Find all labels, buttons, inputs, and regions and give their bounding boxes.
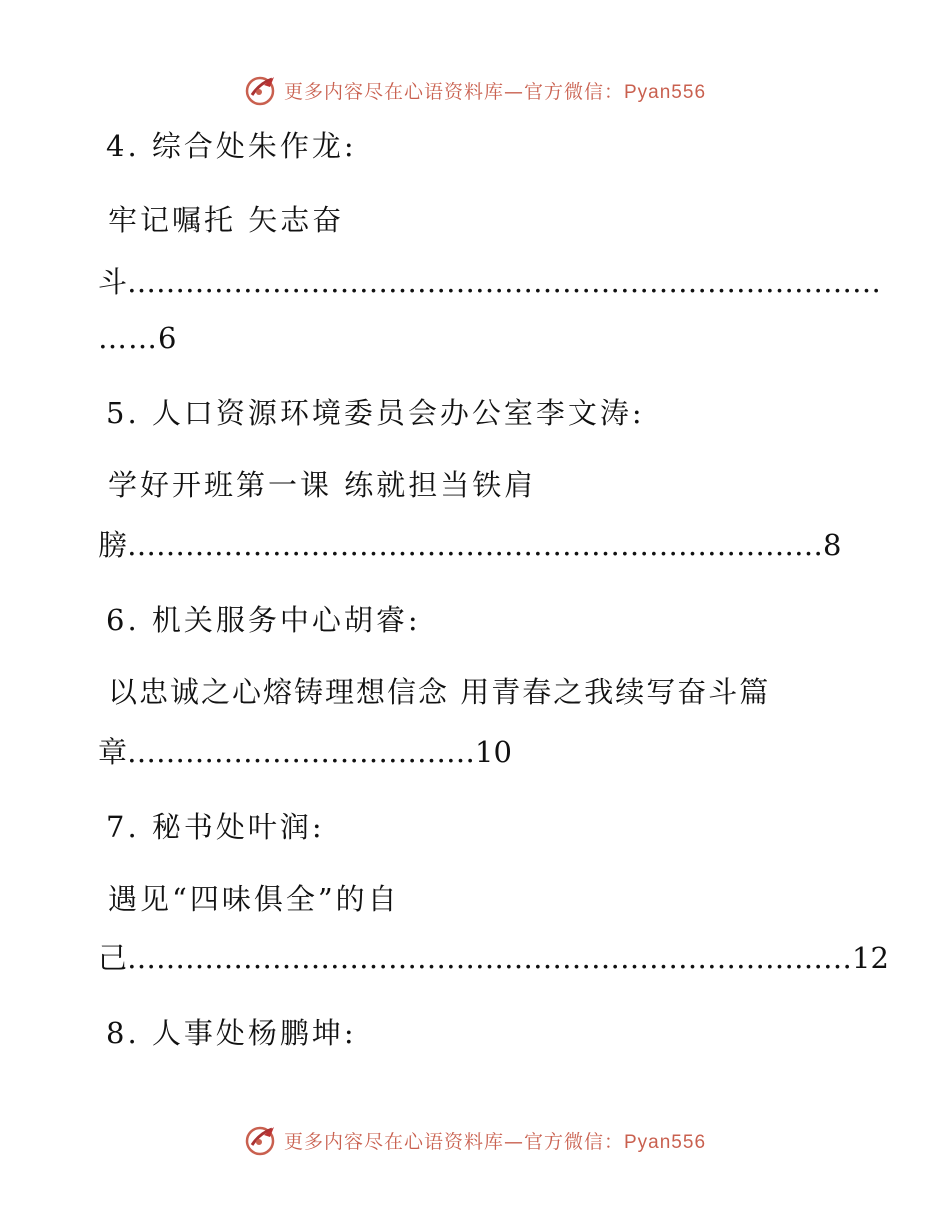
toc-item-7-leader: 己…………………………………………………………………12	[98, 941, 889, 975]
toc-item-5-title: 学好开班第一课 练就担当铁肩	[108, 468, 537, 502]
toc-item-4-heading: 4. 综合处朱作龙:	[106, 129, 357, 163]
footer-watermark	[0, 1120, 950, 1160]
toc-item-5-heading: 5. 人口资源环境委员会办公室李文涛:	[106, 396, 645, 430]
watermark-text: 更多内容尽在心语资料库—官方微信：Pyan556	[283, 80, 707, 103]
toc-item-6-leader: 章………………………………10	[98, 735, 512, 769]
toc-item-8-heading: 8. 人事处杨鹏坤:	[106, 1016, 357, 1050]
toc-item-4-leader: 斗……………………………………………………………………	[98, 265, 882, 299]
toc-item-4-page: ……6	[98, 321, 178, 355]
pen-logo-icon	[244, 73, 278, 107]
toc-item-5-leader: 膀………………………………………………………………8	[98, 528, 842, 562]
toc-item-6-title: 以忠诚之心熔铸理想信念 用青春之我续写奋斗篇	[108, 675, 771, 709]
pen-logo-icon	[244, 1123, 278, 1157]
toc-item-7-title: 遇见“四味俱全”的自	[108, 882, 400, 916]
header-watermark	[0, 70, 950, 110]
toc-item-7-heading: 7. 秘书处叶润:	[106, 810, 325, 844]
toc-item-6-heading: 6. 机关服务中心胡睿:	[106, 603, 421, 637]
toc-item-4-title: 牢记嘱托 矢志奋	[108, 203, 345, 237]
watermark-text: 更多内容尽在心语资料库—官方微信：Pyan556	[283, 1130, 707, 1153]
